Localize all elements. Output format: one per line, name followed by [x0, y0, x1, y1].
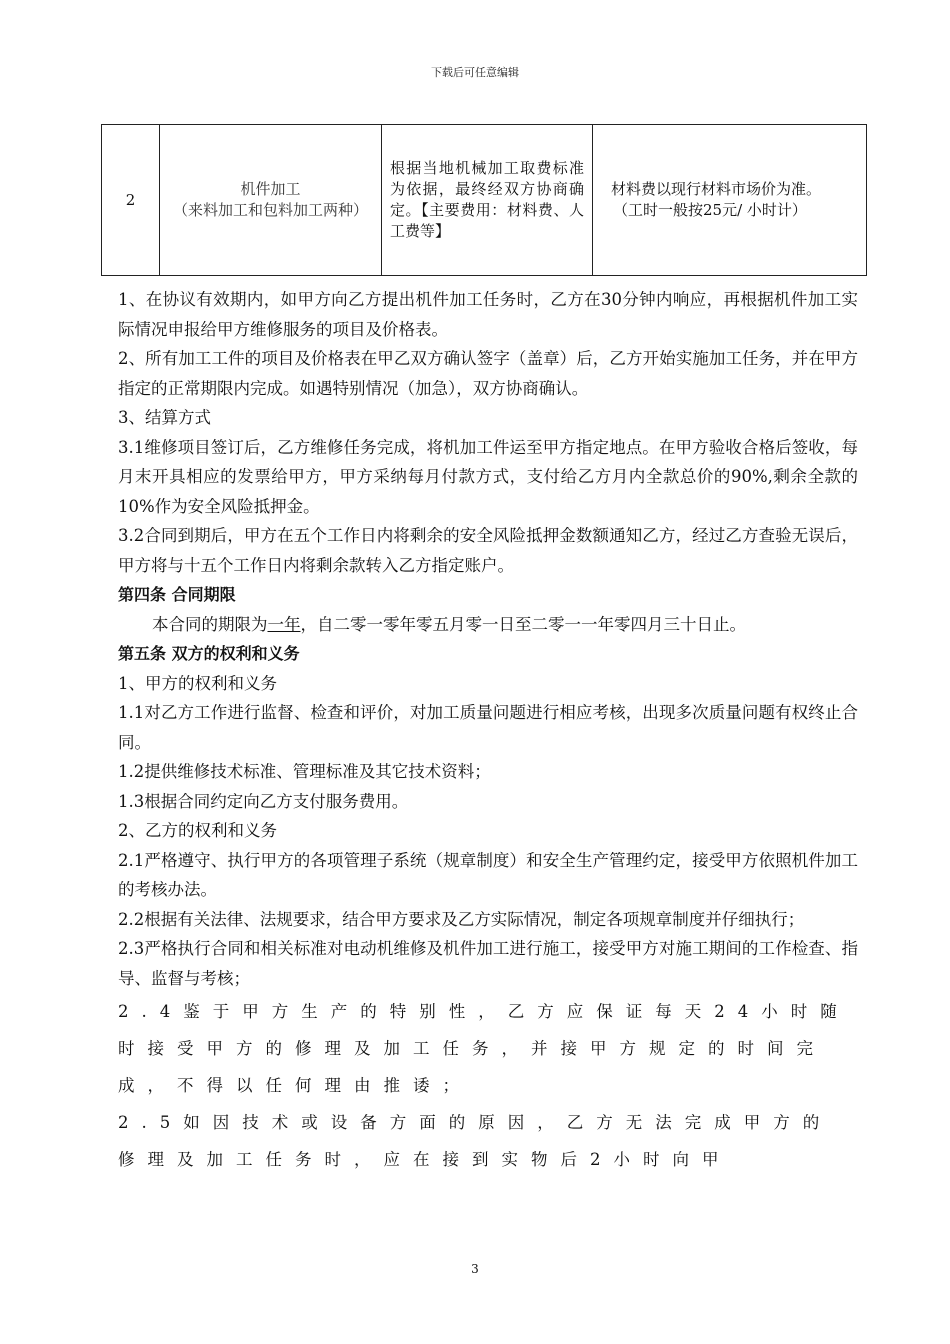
term-prefix: 本合同的期限为	[152, 614, 268, 634]
article-4-heading: 第四条 合同期限	[118, 585, 236, 604]
paragraph: 2.1严格遵守、执行甲方的各项管理子系统（规章制度）和安全生产管理约定，接受甲方依照机件加工的考核办法。	[118, 850, 858, 899]
article-5-heading: 第五条 双方的权利和义务	[118, 644, 300, 663]
remarks-line-2: （工时一般按25元/ 小时计）	[613, 201, 807, 219]
paragraph: 2.4鉴于甲方生产的特别性，乙方应保证每天24小时随时接受甲方的修理及加工任务，并接甲方规定的时间完成，不得以任何理由推诿；	[118, 1002, 850, 1095]
header-note: 下载后可任意编辑	[431, 66, 519, 79]
paragraph: 3、结算方式	[118, 408, 211, 427]
pricing-basis-cell: 根据当地机械加工取费标准为依据，最终经双方协商确定。【主要费用：材料费、人工费等】	[382, 125, 593, 276]
term-dates: ，自二零一零年零五月零一日至二零一一年零四月三十日止。	[300, 614, 746, 634]
paragraph: 1.1对乙方工作进行监督、检查和评价，对加工质量问题进行相应考核，出现多次质量问题有权终止合同。	[118, 703, 858, 752]
paragraph: 1.2提供维修技术标准、管理标准及其它技术资料；	[118, 762, 491, 781]
remarks-cell	[593, 125, 867, 276]
paragraph: 2、所有加工工件的项目及价格表在甲乙双方确认签字（盖章）后，乙方开始实施加工任务，并在甲方指定的正常期限内完成。如遇特别情况（加急），双方协商确认。	[118, 349, 858, 398]
paragraph: 2.5如因技术或设备方面的原因，乙方无法完成甲方的修理及加工任务时，应在接到实物后2小时向甲	[118, 1113, 833, 1169]
paragraph: 3.1维修项目签订后，乙方维修任务完成，将机加工件运至甲方指定地点。在甲方验收合格后签收，每月末开具相应的发票给甲方，甲方采纳每月付款方式，支付给乙方月内全款总价的90%,剩余全款的10%作为安全风险抵押金。	[118, 437, 858, 516]
item-title: 机件加工	[240, 180, 301, 198]
table-row	[102, 125, 867, 276]
paragraph: 1.3根据合同约定向乙方支付服务费用。	[118, 791, 409, 811]
page-number: 3	[471, 1262, 479, 1276]
item-cell	[160, 125, 382, 276]
paragraph: 1、甲方的权利和义务	[118, 673, 277, 693]
paragraph: 1、在协议有效期内，如甲方向乙方提出机件加工任务时，乙方在30分钟内响应，再根据机件加工实际情况申报给甲方维修服务的项目及价格表。	[118, 290, 858, 339]
paragraph: 2.3严格执行合同和相关标准对电动机维修及机件加工进行施工，接受甲方对施工期间的工作检查、指导、监督与考核；	[118, 939, 858, 988]
paragraph: 2、乙方的权利和义务	[118, 821, 277, 840]
remarks-line-1: 材料费以现行材料市场价为准。	[611, 180, 822, 198]
contract-body	[118, 285, 858, 1178]
term-duration: 一年	[267, 614, 301, 634]
paragraph: 3.2合同到期后，甲方在五个工作日内将剩余的安全风险抵押金数额通知乙方，经过乙方查验无误后，甲方将与十五个工作日内将剩余款转入乙方指定账户。	[118, 526, 858, 575]
item-subtitle: （来料加工和包料加工两种）	[172, 201, 368, 219]
row-number: 2	[102, 125, 160, 276]
fee-table	[101, 124, 867, 276]
article-4-text	[118, 610, 858, 640]
paragraph: 2.2根据有关法律、法规要求，结合甲方要求及乙方实际情况，制定各项规章制度并仔细执行；	[118, 909, 805, 929]
